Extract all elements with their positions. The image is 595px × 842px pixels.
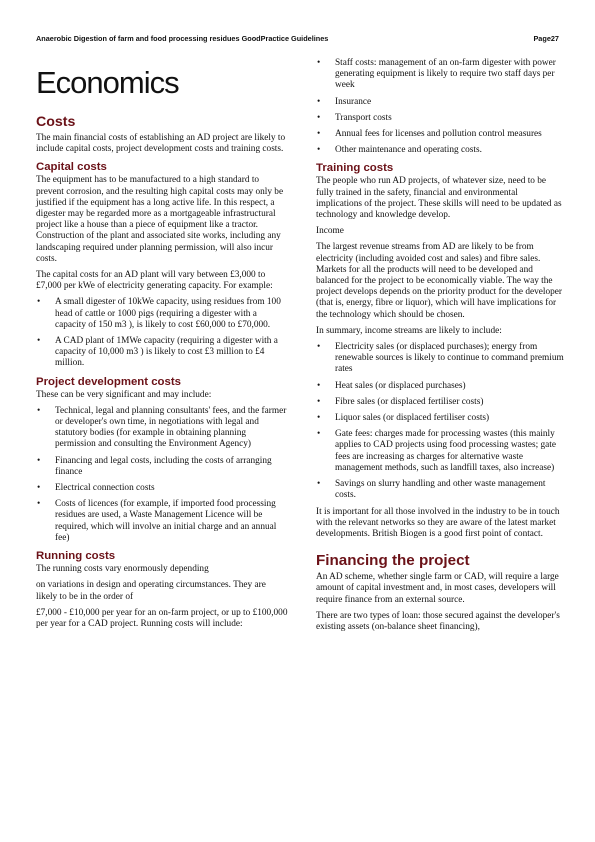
list-item: [36, 406, 288, 451]
bullet-icon: •: [317, 413, 321, 424]
project-development-list: [36, 406, 288, 544]
bullet-icon: •: [317, 58, 321, 68]
costs-heading: Costs: [36, 114, 76, 130]
capital-costs-paragraph-2: The capital costs for an AD plant will vary between £3,000 to £7,000 per kWe of electricity generating capacity. For example:: [36, 270, 273, 292]
list-item: [316, 58, 564, 92]
running-costs-heading: Running costs: [36, 550, 116, 563]
list-item: [36, 336, 288, 370]
list-item: [316, 145, 564, 156]
list-item: [36, 499, 288, 544]
right-column: [316, 58, 564, 633]
list-item-text: Fibre sales (or displaced fertiliser costs): [335, 396, 484, 407]
list-item: [316, 381, 564, 392]
capital-costs-paragraph-1: The equipment has to be manufactured to a high standard to prevent corrosion, and the resulting high capital costs may only be justified if the equipment has a long active life. In this respect, a digester may be regarded more as a mortgageable infrastructural project like a house than a piece of equipment like a tractor. Construction of the plant and associated site works, including any landscaping required under planning permission, will also incur costs.: [36, 175, 284, 264]
list-item: [316, 413, 564, 424]
list-item-text: Other maintenance and operating costs.: [335, 145, 482, 156]
list-item-text: Technical, legal and planning consultants' fees, and the farmer or developer's own time, in negotiations with legal and statutory bodies (for example in obtaining planning permission and consulting the Environment Agency): [55, 405, 287, 450]
capital-costs-heading: Capital costs: [36, 161, 107, 174]
bullet-icon: •: [317, 479, 321, 490]
costs-intro: The main financial costs of establishing an AD project are likely to include capital costs, project development costs and training costs.: [36, 133, 286, 155]
bullet-icon: •: [317, 380, 321, 391]
bullet-icon: •: [317, 129, 321, 140]
list-item-text: Liquor sales (or displaced fertiliser costs): [335, 413, 490, 424]
bullet-icon: •: [37, 405, 41, 416]
training-costs-paragraph: The people who run AD projects, of whatever size, need to be fully trained in the safety, financial and environmental implications of the project. These skills will need to be updated as technology and knowledge develop.: [316, 176, 562, 221]
income-streams-list: [316, 342, 564, 501]
bullet-icon: •: [317, 396, 321, 407]
capital-costs-list: [36, 297, 288, 369]
income-paragraph-3: It is important for all those involved in the industry to be in touch with the relevant networks so they are aware of the latest market developments. British Biogen is a good first point of contact.: [316, 506, 560, 539]
list-item: [316, 342, 564, 376]
list-item: [316, 97, 564, 108]
list-item-text: Savings on slurry handling and other waste management costs.: [335, 479, 546, 501]
bullet-icon: •: [37, 455, 41, 466]
list-item-text: Electricity sales (or displaced purchases); energy from renewable sources is likely to continue to command premium rates: [335, 342, 564, 375]
list-item: [36, 456, 288, 478]
list-item-text: Annual fees for licenses and pollution control measures: [335, 129, 542, 140]
financing-paragraph-2: There are two types of loan: those secured against the developer's existing assets (on-balance sheet financing),: [316, 610, 560, 632]
project-development-intro: These can be very significant and may include:: [36, 389, 212, 400]
bullet-icon: •: [37, 483, 41, 494]
list-item-text: Financing and legal costs, including the costs of arranging finance: [55, 455, 272, 477]
running-header-title: Anaerobic Digestion of farm and food processing residues GoodPractice Guidelines: [36, 34, 329, 43]
project-development-costs-heading: Project development costs: [36, 375, 181, 388]
bullet-icon: •: [37, 499, 41, 510]
list-item: [316, 429, 564, 474]
list-item-text: Insurance: [335, 96, 372, 107]
left-column: [36, 58, 288, 630]
list-item-text: Costs of licences (for example, if imported food processing residues are used, a Waste Management Licence will be required, which will involve an initial charge and an annual fee): [55, 499, 277, 543]
running-costs-list: [316, 58, 564, 156]
list-item-text: Gate fees: charges made for processing wastes (this mainly applies to CAD projects using food processing wastes; gate fees are increasing as charges for alternative waste management methods, such as landfill taxes, also increase): [335, 429, 557, 473]
list-item-text: Heat sales (or displaced purchases): [335, 380, 466, 391]
bullet-icon: •: [37, 297, 41, 308]
bullet-icon: •: [317, 145, 321, 156]
list-item-text: Transport costs: [335, 112, 392, 123]
bullet-icon: •: [317, 112, 321, 123]
list-item-text: Staff costs: management of an on-farm digester with power generating equipment is likely to require two staff days per week: [335, 58, 556, 91]
list-item: [36, 297, 288, 331]
income-paragraph-2: In summary, income streams are likely to include:: [316, 325, 502, 336]
training-costs-heading: Training costs: [316, 162, 394, 175]
bullet-icon: •: [317, 342, 321, 353]
list-item: [316, 397, 564, 408]
list-item: [316, 113, 564, 124]
page-number: Page27: [533, 34, 559, 43]
income-label: Income: [316, 226, 344, 237]
bullet-icon: •: [37, 336, 41, 347]
list-item: [316, 129, 564, 140]
list-item-text: A small digester of 10kWe capacity, using residues from 100 head of cattle or 1000 pigs (requiring a digester with a capacity of 150 m3 ), is likely to cost £60,000 to £70,000.: [55, 297, 281, 330]
list-item: [316, 479, 564, 501]
financing-paragraph-1: An AD scheme, whether single farm or CAD, will require a large amount of capital investment and, in most cases, developers will require finance from an external source.: [316, 572, 559, 605]
income-paragraph-1: The largest revenue streams from AD are likely to be from electricity (including avoided cost and sales) and fibre sales. Markets for all the products will need to be developed and balanced for the project to be economically viable. The way the project develops depends on the priority product for the developer (that is, energy, fibre or liquor), which will have implications for the technology which should be chosen.: [316, 242, 563, 320]
running-costs-paragraph-1: The running costs vary enormously depending: [36, 564, 209, 575]
running-costs-paragraph-2: on variations in design and operating circumstances. They are likely to be in the order of: [36, 580, 266, 602]
financing-heading: Financing the project: [316, 552, 470, 570]
page-title: Economics: [36, 65, 179, 100]
running-costs-paragraph-3: £7,000 - £10,000 per year for an on-farm project, or up to £100,000 per year for a CAD project. Running costs will include:: [36, 607, 288, 629]
bullet-icon: •: [317, 429, 321, 440]
list-item: [36, 483, 288, 494]
list-item-text: Electrical connection costs: [55, 483, 155, 494]
list-item-text: A CAD plant of 1MWe capacity (requiring a digester with a capacity of 10,000 m3 ) is likely to cost £3 million to £4 million.: [55, 336, 278, 369]
bullet-icon: •: [317, 96, 321, 107]
